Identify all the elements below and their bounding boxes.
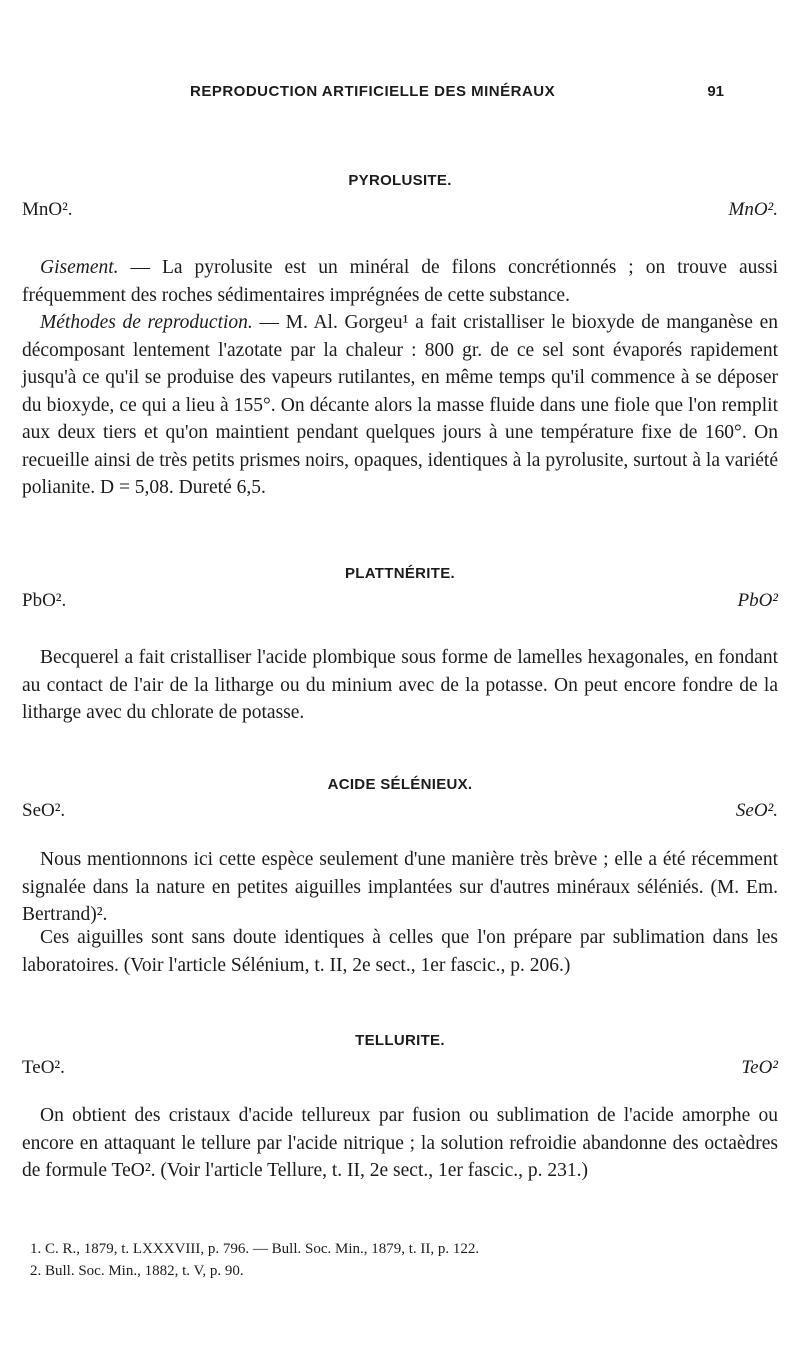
formula-left-plattnerite: PbO². — [22, 590, 67, 611]
formula-left-pyrolusite: MnO². — [22, 199, 73, 220]
paragraph-methodes: Méthodes de reproduction. — M. Al. Gorgeu¹ a fait cristalliser le bioxyde de manganèse en décomposant lentement l'azotate par la chaleur : 800 gr. de ce sel sont évaporés rapidement jusqu'à ce qu'il se produise des vapeurs rutilantes, en même temps qu'il commence à se déposer du bioxyde, ce qui a lieu à 155°. On décante alors la masse fluide dans une fiole que l'on remplit aux deux tiers et qu'on maintient pendant quelques jours à une température fixe de 160°. On recueille ainsi de très petits prismes noirs, opaques, identiques à la pyrolusite, surtout à la variété polianite. D = 5,08. Dureté 6,5. — [22, 312, 778, 498]
paragraph-gisement: Gisement. — La pyrolusite est un minéral de filons concrétionnés ; on trouve aussi fréquemment des roches sédimentaires imprégnées de cette substance. — [22, 257, 778, 306]
page-number: 91 — [707, 83, 724, 100]
paragraph-aiguilles: Ces aiguilles sont sans doute identiques à celles que l'on prépare par sublimation dans les laboratoires. (Voir l'article Sélénium, t. II, 2e sect., 1er fascic., p. 206.) — [22, 927, 778, 976]
footnote-2: 2. Bull. Soc. Min., 1882, t. V, p. 90. — [30, 1263, 244, 1279]
formula-right-plattnerite: PbO² — [737, 590, 778, 611]
formula-left-selenieux: SeO². — [22, 800, 66, 821]
footnote-1: 1. C. R., 1879, t. LXXXVIII, p. 796. — Bull. Soc. Min., 1879, t. II, p. 122. — [30, 1241, 480, 1257]
formula-right-selenieux: SeO². — [735, 800, 778, 821]
formula-right-pyrolusite: MnO². — [728, 199, 778, 220]
running-title: REPRODUCTION ARTIFICIELLE DES MINÉRAUX — [190, 83, 556, 100]
section-title-pyrolusite: PYROLUSITE. — [348, 172, 452, 189]
paragraph-tellurite: On obtient des cristaux d'acide tellureux par fusion ou sublimation de l'acide amorphe ou encore en attaquant le tellure par l'acide nitrique ; la solution refroidie abandonne des octaèdres de formule TeO². (Voir l'article Tellure, t. II, 2e sect., 1er fascic., p. 231.) — [22, 1105, 778, 1181]
formula-left-tellurite: TeO². — [22, 1057, 65, 1078]
formula-right-tellurite: TeO² — [741, 1057, 778, 1078]
footnotes — [30, 1238, 770, 1282]
section-title-plattnerite: PLATTNÉRITE. — [345, 565, 455, 582]
section-title-acide-selenieux: ACIDE SÉLÉNIEUX. — [327, 776, 473, 793]
section-title-tellurite: TELLURITE. — [355, 1032, 445, 1049]
page-header — [0, 83, 800, 113]
paragraph-mention: Nous mentionnons ici cette espèce seulement d'une manière très brève ; elle a été récemment signalée dans la nature en petites aiguilles implantées sur d'autres minéraux séléniés. (M. Em. Bertrand)². — [22, 849, 778, 925]
paragraph-becquerel: Becquerel a fait cristalliser l'acide plombique sous forme de lamelles hexagonales, en fondant au contact de l'air de la litharge ou du minium avec de la potasse. On peut encore fondre de la litharge avec du chlorate de potasse. — [22, 647, 778, 723]
